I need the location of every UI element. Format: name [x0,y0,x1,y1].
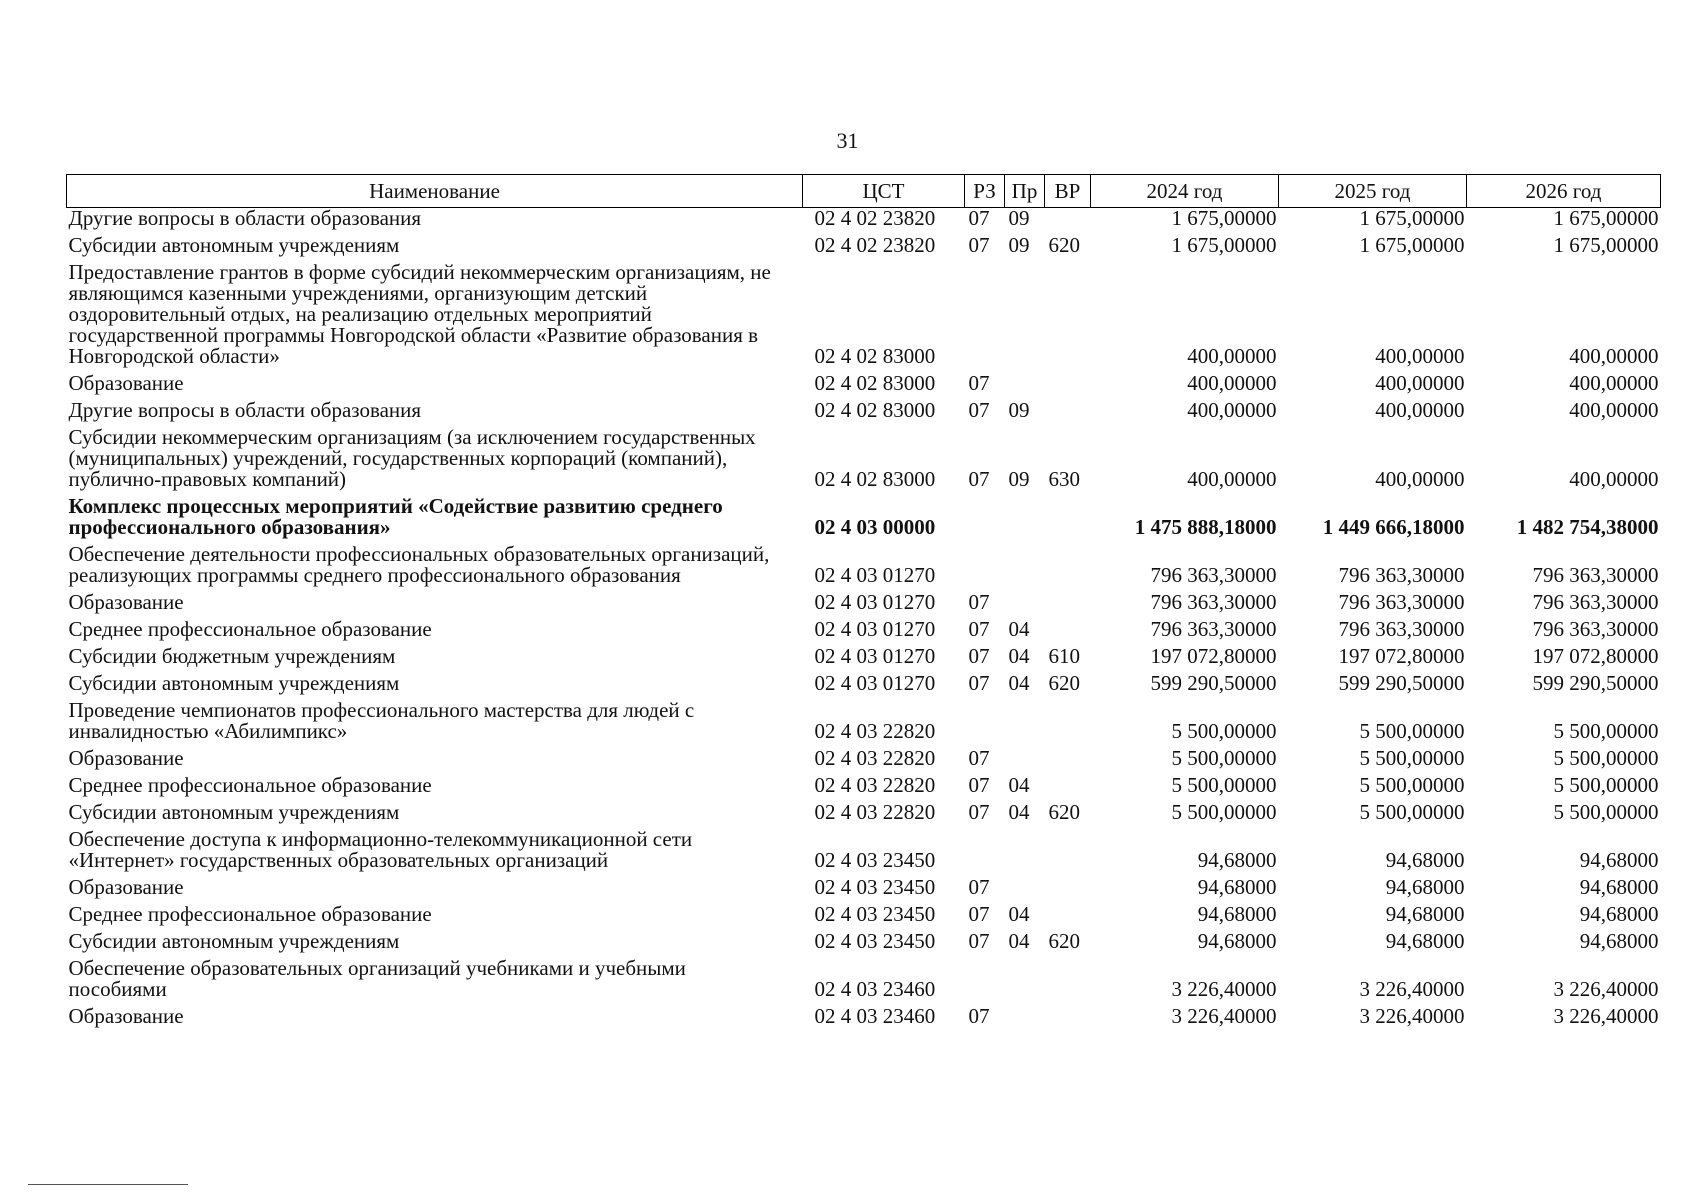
cell-cst: 02 4 03 01270 [814,590,936,614]
cell-y2024: 3 226,40000 [1171,1004,1277,1028]
cell-y2025: 796 363,30000 [1338,617,1465,641]
cell-y2025: 5 500,00000 [1359,746,1465,770]
cell-y2024: 400,00000 [1187,467,1277,491]
cell-name: Образование [68,1004,184,1028]
cell-pr: 04 [1008,644,1030,668]
cell-y2025: 599 290,50000 [1338,671,1465,695]
cell-name: Комплекс процессных мероприятий «Содействие развитию среднего профессионального образования» [68,494,723,539]
cell-cst: 02 4 03 01270 [814,644,936,668]
cell-pr [1005,829,1045,877]
cell-name: Образование [68,371,184,395]
cell-y2026: 1 675,00000 [1553,206,1659,230]
cell-y2025: 197 072,80000 [1338,644,1465,668]
cell-vr [1045,748,1091,775]
cell-rz: 07 [968,800,990,824]
cell-y2026: 197 072,80000 [1532,644,1659,668]
table-row [67,208,1661,236]
header-2024: 2024 год [1091,175,1279,208]
cell-y2024: 400,00000 [1187,371,1277,395]
table-row [67,544,1661,592]
header-cst: ЦСТ [803,175,965,208]
table-row [67,748,1661,775]
cell-name: Субсидии автономным учреждениям [68,671,400,695]
cell-name: Обеспечение доступа к информационно-телекоммуникационной сети «Интернет» государственных образовательных организаций [68,827,693,872]
cell-y2024: 796 363,30000 [1150,590,1277,614]
table-row [67,673,1661,700]
table-row [67,592,1661,619]
cell-rz: 07 [968,902,990,926]
cell-y2025: 94,68000 [1385,848,1465,872]
cell-y2024: 5 500,00000 [1171,746,1277,770]
cell-y2025: 400,00000 [1375,398,1465,422]
cell-y2025: 400,00000 [1375,467,1465,491]
cell-pr [1005,748,1045,775]
header-name: Наименование [67,175,803,208]
cell-vr [1045,544,1091,592]
cell-name: Предоставление грантов в форме субсидий некоммерческим организациям, не являющимся казенными учреждениями, организующим детский оздоровительный отдых, на реализацию отдельных мероприятий государственной программы Новгородской области «Развитие образования в Новгородской области» [68,260,771,368]
table-row [67,373,1661,400]
cell-vr [1045,904,1091,931]
budget-table [66,174,1661,1033]
cell-vr [1045,262,1091,373]
footer-divider [28,1184,188,1185]
cell-y2024: 94,68000 [1197,902,1277,926]
cell-pr: 09 [1008,467,1030,491]
cell-pr: 04 [1008,929,1030,953]
cell-y2026: 3 226,40000 [1553,1004,1659,1028]
cell-rz: 07 [968,671,990,695]
cell-cst: 02 4 02 83000 [814,467,936,491]
header-2025: 2025 год [1279,175,1467,208]
table-row [67,904,1661,931]
cell-y2026: 796 363,30000 [1532,563,1659,587]
table-row [67,496,1661,544]
cell-rz: 07 [968,773,990,797]
cell-pr [1005,877,1045,904]
cell-vr: 620 [1048,929,1080,953]
cell-y2025: 1 449 666,18000 [1322,515,1465,539]
cell-y2026: 94,68000 [1579,848,1659,872]
cell-rz [965,544,1005,592]
cell-cst: 02 4 03 01270 [814,671,936,695]
cell-vr: 620 [1048,800,1080,824]
table-row [67,958,1661,1006]
cell-y2024: 94,68000 [1197,929,1277,953]
cell-y2024: 1 675,00000 [1171,233,1277,257]
table-row [67,619,1661,646]
cell-cst: 02 4 03 22820 [814,719,936,743]
cell-y2026: 3 226,40000 [1553,977,1659,1001]
cell-y2026: 94,68000 [1579,929,1659,953]
cell-y2025: 5 500,00000 [1359,719,1465,743]
cell-cst: 02 4 02 83000 [814,371,936,395]
cell-name: Субсидии автономным учреждениям [68,929,400,953]
cell-pr: 09 [1008,398,1030,422]
cell-cst: 02 4 02 23820 [814,206,936,230]
cell-pr: 04 [1008,800,1030,824]
cell-pr [1005,700,1045,748]
cell-y2024: 1 675,00000 [1171,206,1277,230]
cell-pr [1005,544,1045,592]
cell-y2025: 94,68000 [1385,929,1465,953]
table-row [67,646,1661,673]
cell-name: Образование [68,746,184,770]
cell-rz [965,496,1005,544]
cell-vr [1045,700,1091,748]
cell-name: Среднее профессиональное образование [68,902,432,926]
cell-rz [965,262,1005,373]
cell-y2026: 400,00000 [1569,344,1659,368]
cell-vr [1045,829,1091,877]
cell-y2025: 5 500,00000 [1359,800,1465,824]
cell-cst: 02 4 03 01270 [814,617,936,641]
cell-name: Субсидии некоммерческим организациям (за исключением государственных (муниципальных) учреждений, государственных корпораций (компаний), публично-правовых компаний) [68,425,756,491]
cell-y2026: 5 500,00000 [1553,773,1659,797]
header-2026: 2026 год [1467,175,1661,208]
cell-vr: 630 [1048,467,1080,491]
cell-y2025: 94,68000 [1385,875,1465,899]
cell-y2025: 400,00000 [1375,371,1465,395]
cell-rz: 07 [968,467,990,491]
cell-y2024: 400,00000 [1187,398,1277,422]
table-row [67,802,1661,829]
cell-vr [1045,373,1091,400]
cell-y2026: 400,00000 [1569,371,1659,395]
page-number: 31 [836,128,859,153]
cell-y2026: 5 500,00000 [1553,800,1659,824]
cell-rz: 07 [968,644,990,668]
header-vr: ВР [1045,175,1091,208]
cell-y2024: 94,68000 [1197,875,1277,899]
cell-y2026: 796 363,30000 [1532,590,1659,614]
table-row [67,1006,1661,1033]
cell-rz: 07 [968,875,990,899]
cell-name: Другие вопросы в области образования [68,398,422,422]
cell-rz: 07 [968,233,990,257]
cell-y2024: 400,00000 [1187,344,1277,368]
cell-pr [1005,496,1045,544]
cell-vr [1045,1006,1091,1033]
cell-rz: 07 [968,590,990,614]
cell-vr [1045,958,1091,1006]
table-row [67,427,1661,496]
cell-vr: 620 [1048,233,1080,257]
cell-y2024: 796 363,30000 [1150,617,1277,641]
cell-y2026: 599 290,50000 [1532,671,1659,695]
cell-cst: 02 4 03 01270 [814,563,936,587]
cell-vr [1045,400,1091,427]
cell-y2025: 796 363,30000 [1338,590,1465,614]
cell-rz [965,700,1005,748]
cell-vr: 620 [1048,671,1080,695]
cell-rz: 07 [968,1004,990,1028]
cell-y2025: 3 226,40000 [1359,977,1465,1001]
cell-cst: 02 4 03 23450 [814,929,936,953]
cell-y2026: 5 500,00000 [1553,746,1659,770]
cell-name: Проведение чемпионатов профессионального мастерства для людей с инвалидностью «Абилимпикс» [68,698,695,743]
cell-y2024: 197 072,80000 [1150,644,1277,668]
cell-cst: 02 4 03 23450 [814,902,936,926]
cell-vr [1045,208,1091,236]
cell-pr [1005,592,1045,619]
header-rz: РЗ [965,175,1005,208]
cell-y2026: 94,68000 [1579,902,1659,926]
table-header-row [67,175,1661,208]
cell-cst: 02 4 03 22820 [814,746,936,770]
cell-cst: 02 4 03 00000 [814,515,936,539]
cell-cst: 02 4 03 23460 [814,977,936,1001]
cell-y2025: 3 226,40000 [1359,1004,1465,1028]
cell-rz: 07 [968,371,990,395]
cell-cst: 02 4 03 22820 [814,773,936,797]
cell-y2026: 5 500,00000 [1553,719,1659,743]
cell-vr [1045,775,1091,802]
cell-y2025: 400,00000 [1375,344,1465,368]
cell-cst: 02 4 02 83000 [814,398,936,422]
cell-name: Обеспечение деятельности профессиональных образовательных организаций, реализующих программы среднего профессионального образования [68,542,770,587]
cell-y2025: 1 675,00000 [1359,233,1465,257]
cell-pr: 04 [1008,902,1030,926]
cell-y2024: 3 226,40000 [1171,977,1277,1001]
table-row [67,262,1661,373]
table-row [67,235,1661,262]
cell-y2025: 5 500,00000 [1359,773,1465,797]
cell-name: Субсидии автономным учреждениям [68,800,400,824]
cell-y2024: 94,68000 [1197,848,1277,872]
table-row [67,775,1661,802]
cell-name: Субсидии бюджетным учреждениям [68,644,396,668]
cell-y2026: 1 675,00000 [1553,233,1659,257]
cell-vr [1045,496,1091,544]
table-row [67,700,1661,748]
cell-pr [1005,262,1045,373]
cell-vr [1045,592,1091,619]
table-row [67,400,1661,427]
header-pr: Пр [1005,175,1045,208]
cell-y2025: 1 675,00000 [1359,206,1465,230]
cell-y2025: 94,68000 [1385,902,1465,926]
cell-pr [1005,373,1045,400]
cell-name: Образование [68,590,184,614]
cell-y2024: 5 500,00000 [1171,719,1277,743]
cell-y2024: 599 290,50000 [1150,671,1277,695]
table-body [67,208,1661,1034]
cell-y2024: 796 363,30000 [1150,563,1277,587]
cell-y2026: 796 363,30000 [1532,617,1659,641]
cell-rz [965,958,1005,1006]
cell-name: Обеспечение образовательных организаций учебниками и учебными пособиями [68,956,686,1001]
cell-y2026: 94,68000 [1579,875,1659,899]
cell-rz [965,829,1005,877]
cell-y2026: 1 482 754,38000 [1516,515,1659,539]
cell-cst: 02 4 03 23450 [814,848,936,872]
cell-y2024: 5 500,00000 [1171,800,1277,824]
cell-pr: 04 [1008,773,1030,797]
cell-pr [1005,958,1045,1006]
cell-vr: 610 [1048,644,1080,668]
cell-rz: 07 [968,398,990,422]
cell-vr [1045,877,1091,904]
cell-y2026: 400,00000 [1569,467,1659,491]
cell-rz: 07 [968,929,990,953]
cell-cst: 02 4 03 23450 [814,875,936,899]
cell-y2025: 796 363,30000 [1338,563,1465,587]
cell-name: Другие вопросы в области образования [68,206,422,230]
cell-rz: 07 [968,617,990,641]
cell-y2024: 5 500,00000 [1171,773,1277,797]
cell-pr: 09 [1008,233,1030,257]
cell-rz: 07 [968,206,990,230]
cell-name: Среднее профессиональное образование [68,773,432,797]
cell-pr: 04 [1008,617,1030,641]
cell-y2024: 1 475 888,18000 [1134,515,1277,539]
cell-y2026: 400,00000 [1569,398,1659,422]
cell-cst: 02 4 02 83000 [814,344,936,368]
table-row [67,829,1661,877]
cell-pr: 04 [1008,671,1030,695]
cell-cst: 02 4 03 23460 [814,1004,936,1028]
table-row [67,931,1661,958]
table-row [67,877,1661,904]
cell-cst: 02 4 03 22820 [814,800,936,824]
cell-name: Образование [68,875,184,899]
cell-pr [1005,1006,1045,1033]
cell-rz: 07 [968,746,990,770]
cell-vr [1045,619,1091,646]
cell-name: Среднее профессиональное образование [68,617,432,641]
cell-pr: 09 [1008,206,1030,230]
cell-cst: 02 4 02 23820 [814,233,936,257]
cell-name: Субсидии автономным учреждениям [68,233,400,257]
